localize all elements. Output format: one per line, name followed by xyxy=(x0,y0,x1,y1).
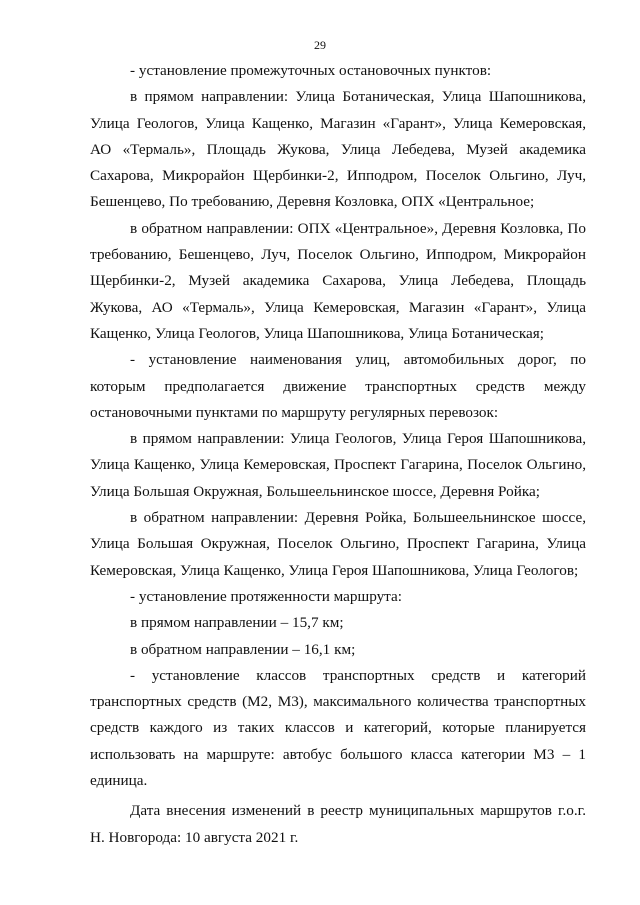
paragraph-street-names: - установление наименования улиц, автомобильных дорог, по которым предполагается движение транспортных средств между остановочными пунктами по маршруту регулярных перевозок: xyxy=(90,351,586,421)
paragraph-reverse-stops: в обратном направлении: ОПХ «Центральное», Деревня Козловка, По требованию, Бешенцево, Луч, Поселок Ольгино, Ипподром, Микрорайон Щербинки-2, Музей академика Сахарова, Улица Лебедева, Площадь Жукова, АО «Термаль», Улица Кемеровская, Магазин «Гарант», Улица Кащенко, Улица Геологов, Улица Шапошникова, Улица Ботаническая; xyxy=(90,219,586,342)
paragraph-forward-streets: в прямом направлении: Улица Геологов, Улица Героя Шапошникова, Улица Кащенко, Улица Кемеровская, Проспект Гагарина, Поселок Ольгино, Улица Большая Окружная, Большеельнинское шоссе, Деревня Ройка; xyxy=(90,430,586,500)
paragraph-vehicle-classes: - установление классов транспортных средств и категорий транспортных средств (М2, М3), максимального количества транспортных средств каждого из таких классов и категорий, которые планируется использовать на маршруте: автобус большого класса категории М3 – 1 единица. xyxy=(90,666,586,790)
page-number: 29 xyxy=(314,38,326,52)
paragraph-forward-length: в прямом направлении – 15,7 км; xyxy=(130,614,344,632)
paragraph-reverse-length: в обратном направлении – 16,1 км; xyxy=(130,640,356,658)
document-body xyxy=(90,58,586,851)
paragraph-intermediate-stops: - установление промежуточных остановочных пунктов: xyxy=(130,62,492,79)
paragraph-forward-stops: в прямом направлении: Улица Ботаническая, Улица Шапошникова, Улица Геологов, Улица Кащенко, Магазин «Гарант», Улица Кемеровская, АО «Термаль», Площадь Жукова, Улица Лебедева, Музей академика Сахарова, Микрорайон Щербинки-2, Ипподром, Поселок Ольгино, Луч, Бешенцево, По требованию, Деревня Козловка, ОПХ «Центральное; xyxy=(90,88,586,211)
paragraph-reverse-streets: в обратном направлении: Деревня Ройка, Большеельнинское шоссе, Улица Большая Окружная, Поселок Ольгино, Проспект Гагарина, Улица Кемеровская, Улица Кащенко, Улица Героя Шапошникова, Улица Геологов; xyxy=(90,509,586,579)
paragraph-registry-date: Дата внесения изменений в реестр муниципальных маршрутов г.о.г. Н. Новгорода: 10 августа 2021 г. xyxy=(90,802,586,846)
paragraph-route-length: - установление протяженности маршрута: xyxy=(130,587,402,605)
